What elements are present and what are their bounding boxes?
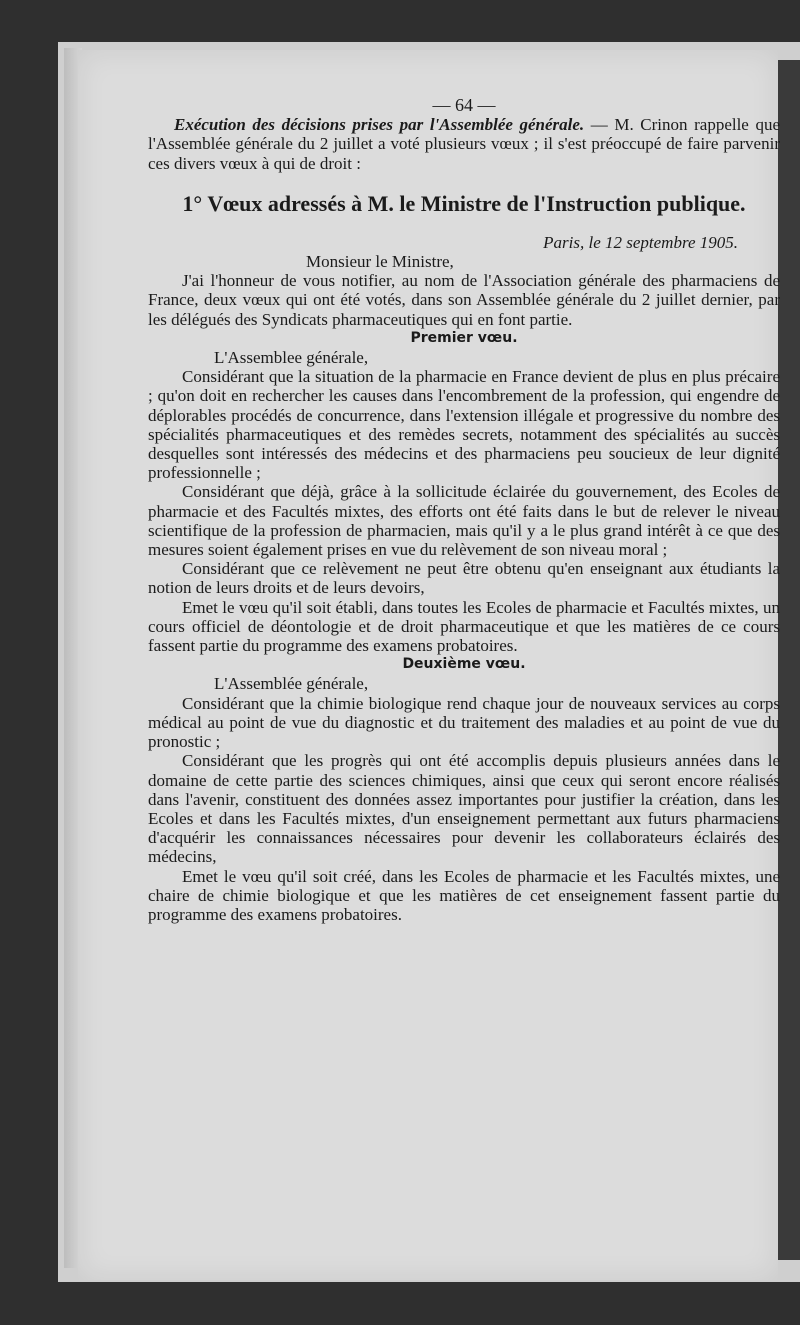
intro-run-in: Exécution des décisions prises par l'Assemblée générale. xyxy=(174,115,585,135)
binding-shadow xyxy=(778,60,800,1260)
voeu2-heading: Deuxième vœu. xyxy=(402,656,526,673)
voeu2-paragraph: Emet le vœu qu'il soit créé, dans les Ecoles de pharmacie et les Facultés mixtes, une chaire de chimie biologique et que les matières de cet enseignement fassent partie du programme des examens probatoires. xyxy=(148,866,780,924)
voeu1-paragraph: Emet le vœu qu'il soit établi, dans toutes les Ecoles de pharmacie et Facultés mixtes, un cours officiel de déontologie et de droit pharmaceutique et que les matières de ce cours fassent partie du programme des examens probatoires. xyxy=(148,597,780,656)
page-number: — 64 — xyxy=(432,95,496,115)
section-title: 1° Vœux adressés à M. le Ministre de l'Instruction publique. xyxy=(182,190,746,216)
intro-paragraph xyxy=(148,115,780,173)
voeu2-paragraph: Considérant que les progrès qui ont été accomplis depuis plusieurs années dans le domaine de cette partie des sciences chimiques, ainsi que ceux qui seront encore réalisés dans l'avenir, constituent des données assez importantes pour justifier la création, dans les Ecoles et dans les Facultés mixtes, d'un enseignement permettant aux futurs pharmaciens d'acquérir les connaissances nécessaires pour devenir les collaborateurs éclairés des médecins, xyxy=(148,751,780,867)
voeu2-assembly: L'Assemblée générale, xyxy=(214,674,369,694)
voeu1-paragraph: Considérant que ce relèvement ne peut être obtenu qu'en enseignant aux étudiants la notion de leurs droits et de leurs devoirs, xyxy=(148,559,780,598)
voeu1-paragraph: Considérant que la situation de la pharmacie en France devient de plus en plus précaire ; qu'on doit en rechercher les causes dans l'encombrement de la profession, qui engendre de déplorables procédés de concurrence, dans l'extension illégale et progressive du nombre des spécialités pharmaceutiques et des remèdes secrets, notamment des spécialités au succès desquelles sont intéressés des médecins et des pharmaciens peu soucieux de leur dignité professionnelle ; xyxy=(148,367,780,483)
voeu1-heading: Premier vœu. xyxy=(410,329,518,346)
voeu1-paragraph: Considérant que déjà, grâce à la sollicitude éclairée du gouvernement, des Ecoles de pharmacie et des Facultés mixtes, des efforts ont été faits dans le but de relever le niveau scientifique de la profession de pharmacien, mais qu'il y a le plus grand intérêt à ce que des mesures soient également prises en vue du relèvement de son niveau moral ; xyxy=(148,482,780,560)
voeu2-paragraph: Considérant que la chimie biologique rend chaque jour de nouveaux services au corps médical au point de vue du diagnostic et du traitement des maladies et au point de vue du pronostic ; xyxy=(148,693,780,752)
intro-text: — M. Crinon rappelle que l'Assemblée générale du 2 juillet a voté plusieurs vœux ; il s'est préoccupé de faire parvenir ces divers vœux à qui de droit : xyxy=(148,115,780,173)
letter-opening: J'ai l'honneur de vous notifier, au nom de l'Association générale des pharmaciens de France, deux vœux qui ont été votés, dans son Assemblée générale du 2 juillet dernier, par les délégués des Syndicats pharmaceutiques qui en font partie. xyxy=(148,271,780,329)
letter-dateline: Paris, le 12 septembre 1905. xyxy=(543,232,738,252)
page-text xyxy=(148,96,780,924)
letter-salutation: Monsieur le Ministre, xyxy=(306,252,454,272)
voeu1-assembly: L'Assemblee générale, xyxy=(214,348,369,368)
